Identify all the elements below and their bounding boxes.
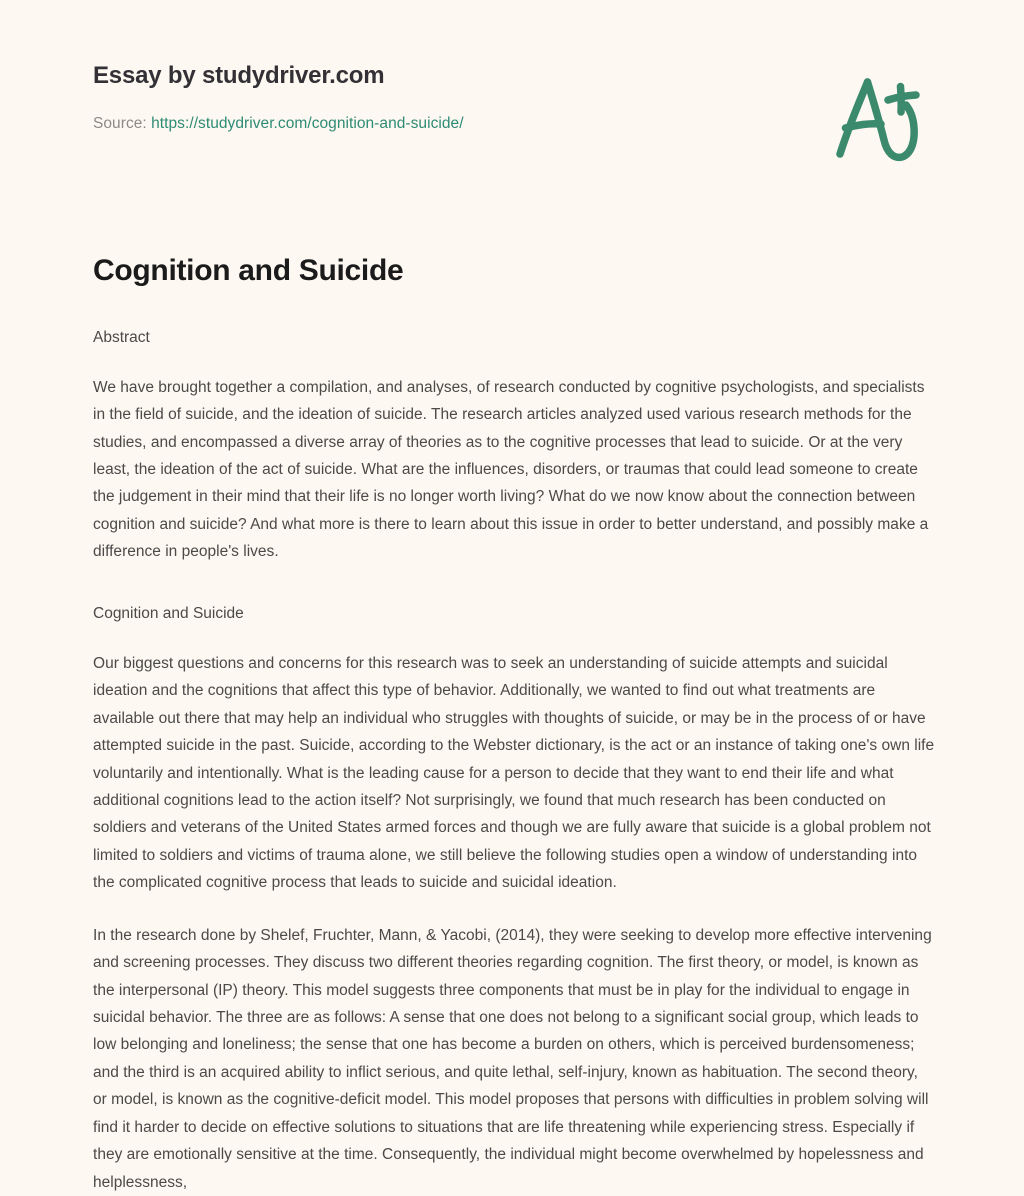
page-title: Cognition and Suicide bbox=[93, 254, 404, 287]
abstract-heading: Abstract bbox=[93, 328, 150, 346]
abstract-paragraph: We have brought together a compilation, and analyses, of research conducted by cognitive psychologists, and specialists in the field of suicide, and the ideation of suicide. The research articles analyzed used various research methods for the studies, and encompassed a diverse array of theories as to the cognitive processes that lead to suicide. Or at the very least, the ideation of the act of suicide. What are the influences, disorders, or traumas that could lead someone to create the judgement in their mind that their life is no longer worth living? What do we now know about the connection between cognition and suicide? And what more is there to learn about this issue in order to better understand, and possibly make a difference in people's lives. bbox=[93, 378, 929, 561]
page-header bbox=[0, 0, 1024, 196]
body-paragraph-2: In the research done by Shelef, Fruchter, Mann, & Yacobi, (2014), they were seeking to develop more effective intervening and screening processes. They discuss two different theories regarding cognition. The first theory, or model, is known as the interpersonal (IP) theory. This model suggests three components that must be in play for the individual to engage in suicidal behavior. The three are as follows: A sense that one does not belong to a significant social group, which leads to low belonging and loneliness; the sense that one has become a burden on others, which is perceived burdensomeness; and the third is an acquired ability to inflict serious, and quite lethal, self-injury, known as habituation. The second theory, or model, is known as the cognitive-deficit model. This model proposes that persons with difficulties in problem solving will find it harder to decide on effective solutions to situations that are life threatening while experiencing stress. Especially if they are emotionally sensitive at the time. Consequently, the individual might become overwhelmed by hopelessness and helplessness, bbox=[93, 926, 932, 1191]
source-url-link[interactable]: https://studydriver.com/cognition-and-suicide/ bbox=[151, 114, 464, 132]
source-line bbox=[93, 114, 934, 134]
source-label: Source: bbox=[93, 114, 152, 132]
section-heading-cognition-and-suicide: Cognition and Suicide bbox=[93, 604, 244, 622]
site-title: Essay by studydriver.com bbox=[93, 62, 385, 89]
article-body bbox=[0, 196, 1024, 1196]
body-paragraph-1: Our biggest questions and concerns for this research was to seek an understanding of suicide attempts and suicidal ideation and the cognitions that affect this type of behavior. Additionally, we wanted to find out what treatments are available out there that may help an individual who struggles with thoughts of suicide, or may be in the process of or have attempted suicide in the past. Suicide, according to the Webster dictionary, is the act or an instance of taking one's own life voluntarily and intentionally. What is the leading cause for a person to decide that they want to end their life and what additional cognitions lead to the action itself? Not surprisingly, we found that much research has been conducted on soldiers and veterans of the United States armed forces and though we are fully aware that suicide is a global problem not limited to soldiers and victims of trauma alone, we still believe the following studies open a window of understanding into the complicated cognitive process that leads to suicide and suicidal ideation. bbox=[93, 654, 935, 892]
a-plus-logo-icon bbox=[818, 58, 938, 178]
